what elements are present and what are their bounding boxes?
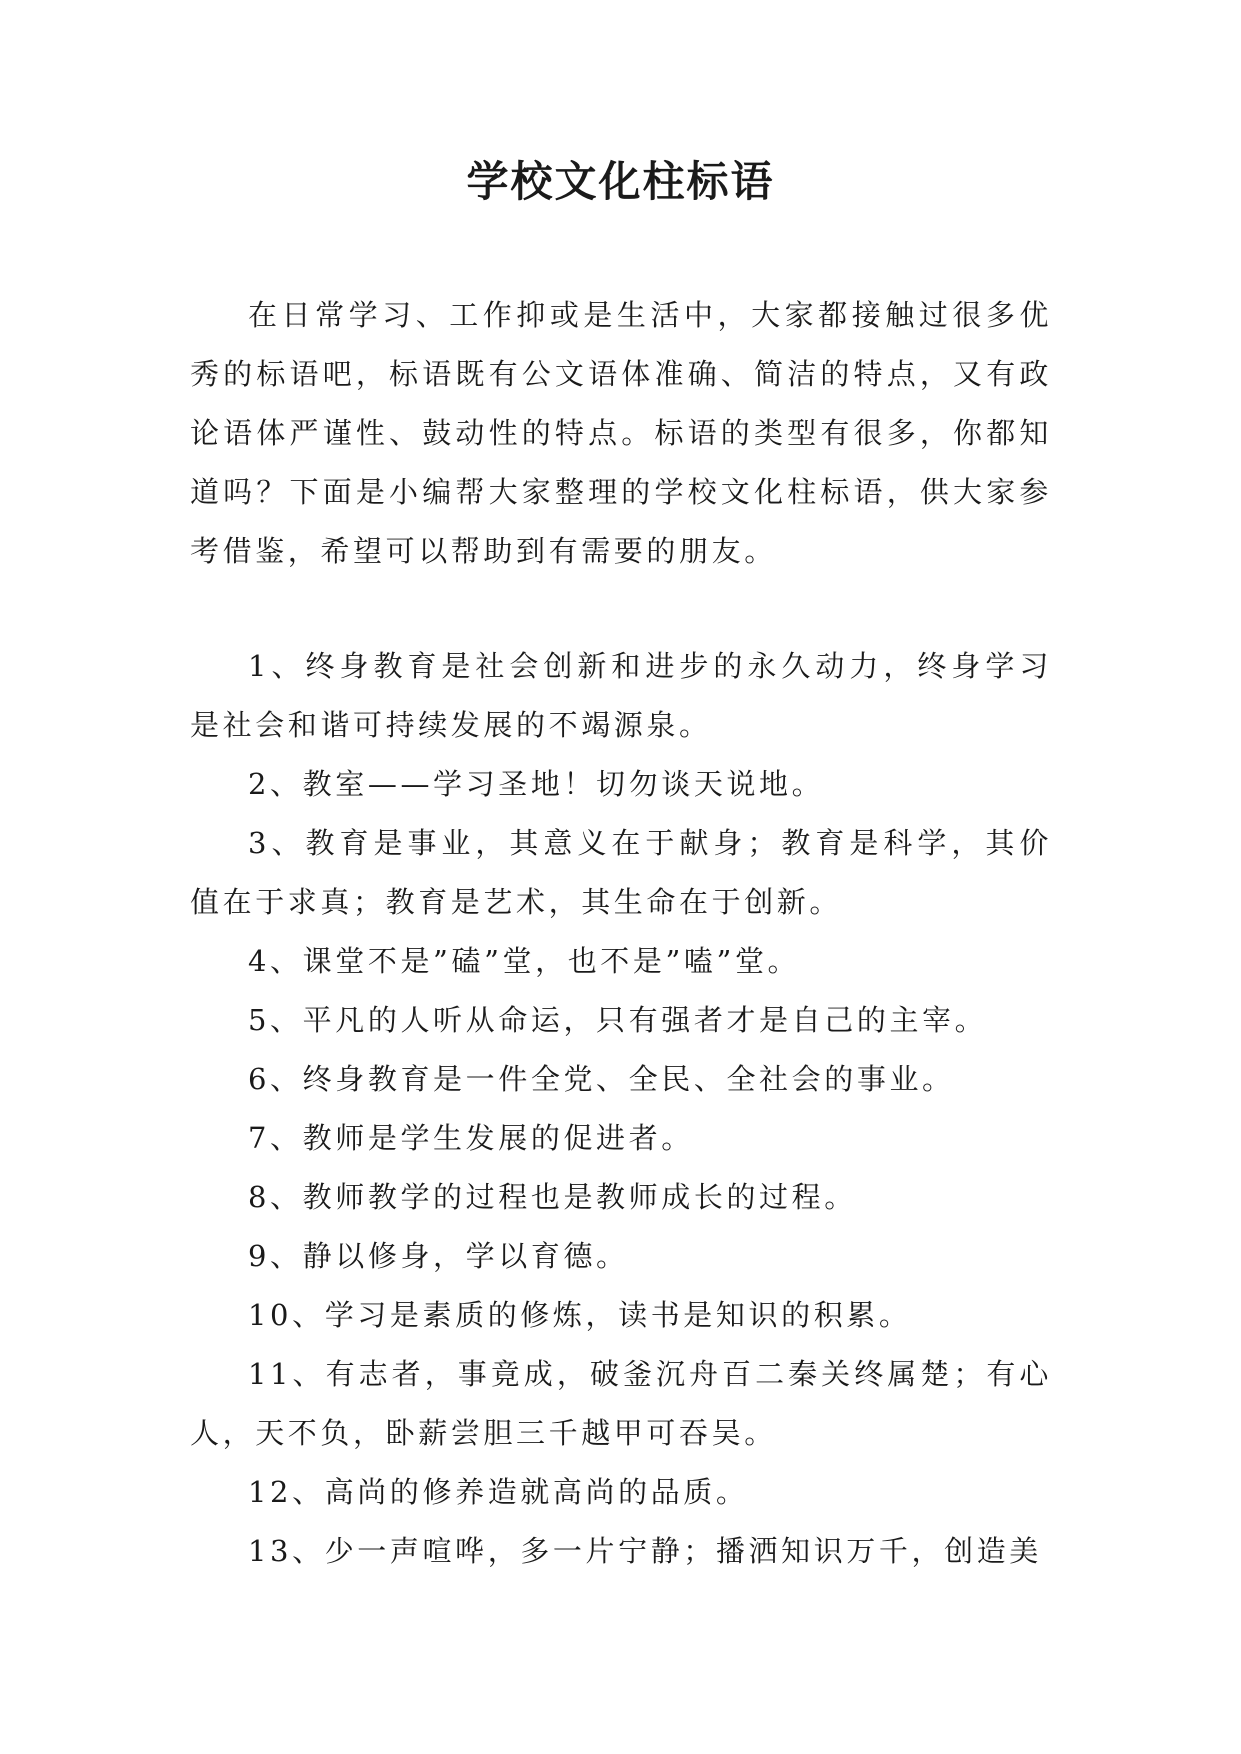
slogan-item-6: 6、终身教育是一件全党、全民、全社会的事业。 xyxy=(248,1062,955,1096)
slogan-item-10: 10、学习是素质的修炼，读书是知识的积累。 xyxy=(248,1298,912,1332)
slogan-item-4: 4、课堂不是”磕”堂，也不是”嗑”堂。 xyxy=(248,944,801,978)
slogan-item-13: 13、少一声喧哗，多一片宁静；播洒知识万千，创造美 xyxy=(248,1534,1042,1568)
slogan-list xyxy=(190,637,1052,1581)
slogan-item-1: 1、终身教育是社会创新和进步的永久动力，终身学习是社会和谐可持续发展的不竭源泉。 xyxy=(190,649,1052,742)
slogan-item-3: 3、教育是事业，其意义在于献身；教育是科学，其价值在于求真；教育是艺术，其生命在于创新。 xyxy=(190,826,1052,919)
slogan-item-11: 11、有志者，事竟成，破釜沉舟百二秦关终属楚；有心人，天不负，卧薪尝胆三千越甲可吞吴。 xyxy=(190,1357,1052,1450)
slogan-item-9: 9、静以修身，学以育德。 xyxy=(248,1239,629,1273)
slogan-item-12: 12、高尚的修养造就高尚的品质。 xyxy=(248,1475,749,1509)
slogan-item-8: 8、教师教学的过程也是教师成长的过程。 xyxy=(248,1180,857,1214)
document-title: 学校文化柱标语 xyxy=(466,157,775,206)
intro-paragraph: 在日常学习、工作抑或是生活中，大家都接触过很多优秀的标语吧，标语既有公文语体准确、简洁的特点，又有政论语体严谨性、鼓动性的特点。标语的类型有很多，你都知道吗？下面是小编帮大家整理的学校文化柱标语，供大家参考借鉴，希望可以帮助到有需要的朋友。 xyxy=(190,298,1052,568)
slogan-item-5: 5、平凡的人听从命运，只有强者才是自己的主宰。 xyxy=(248,1003,988,1037)
intro-section xyxy=(190,286,1052,581)
slogan-item-2: 2、教室——学习圣地！切勿谈天说地。 xyxy=(248,767,825,801)
slogan-item-7: 7、教师是学生发展的促进者。 xyxy=(248,1121,694,1155)
